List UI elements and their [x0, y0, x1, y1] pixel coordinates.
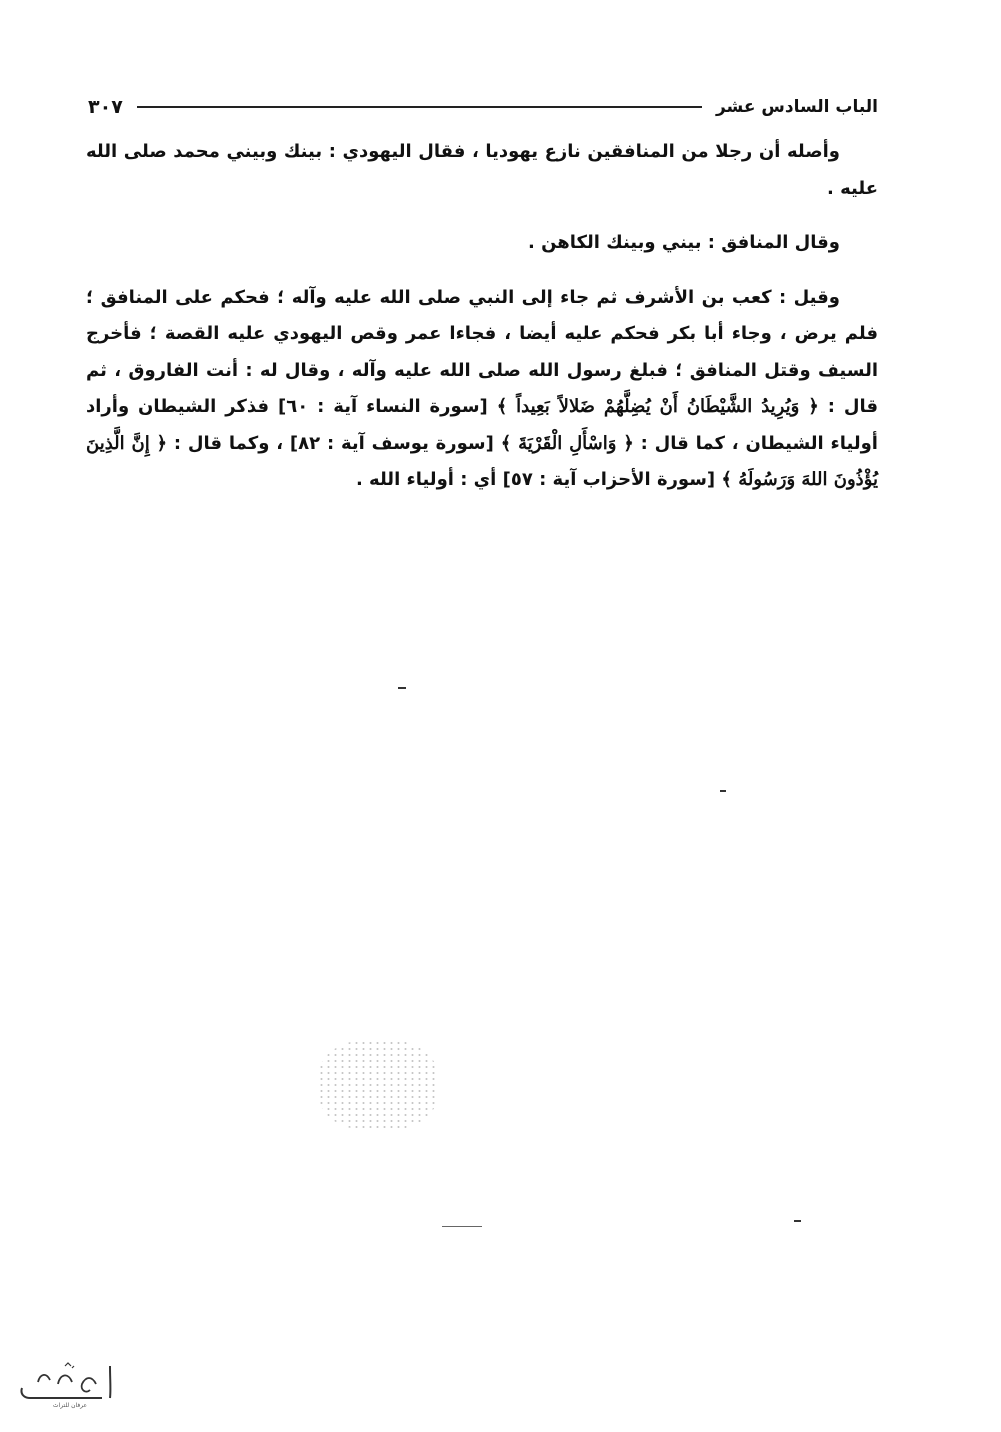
paragraph-3-middle-1: فذكر الشيطان وأراد أولياء الشيطان ، كما قال :: [86, 396, 878, 454]
main-text: [86, 134, 878, 517]
paragraph-3-end: أي : أولياء الله .: [355, 469, 497, 490]
publisher-logo: [10, 1360, 120, 1410]
quran-verse-2: ﴿ وَاسْأَلِ الْقَرْيَةَ ﴾: [500, 432, 634, 454]
quran-verse-3: ﴿ إِنَّ الَّذِينَ يُؤْذُونَ اللهَ وَرَسُولَهُ ﴾: [86, 432, 878, 490]
quran-verse-1: ﴿ وَيُرِيدُ الشَّيْطَانُ أَنْ يُضِلَّهُمْ ضَلالاً بَعِيداً ﴾: [496, 396, 819, 417]
paragraph-3: [86, 280, 878, 499]
paragraph-2: وقال المنافق : بيني وبينك الكاهن .: [527, 232, 840, 253]
scan-speck: [720, 790, 726, 792]
chapter-title: الباب السادس عشر: [715, 97, 878, 117]
paragraph-3-intro: وقيل : كعب بن الأشرف ثم جاء إلى النبي صلى الله عليه وآله ؛ فحكم على المنافق ؛ فلم يرض ، وجاء أبا بكر فحكم عليه أيضا ، فجاءا عمر وقص اليهودي عليه القصة ؛ فأخرج السيف وقتل المنافق ؛ فبلغ رسول الله صلى الله عليه وآله ، وقال له : أنت الفاروق ، ثم قال :: [86, 286, 878, 417]
paragraph-3-middle-2: ، وكما قال :: [173, 432, 284, 454]
verse-reference-3: [سورة الأحزاب آية : ٥٧]: [502, 469, 716, 490]
verse-reference-2: [سورة يوسف آية : ٨٢]: [289, 432, 494, 454]
scan-speck: [794, 1220, 801, 1222]
page-number: ٣٠٧: [88, 96, 123, 118]
scan-noise: [318, 1040, 438, 1130]
scan-speck: [442, 1226, 482, 1227]
page-header: [88, 92, 878, 122]
header-rule: [137, 106, 702, 108]
scan-speck: [398, 687, 406, 689]
paragraph-1: وأصله أن رجلا من المنافقين نازع يهوديا ، فقال اليهودي : بينك وبيني محمد صلى الله عليه .: [86, 141, 878, 199]
verse-reference-1: [سورة النساء آية : ٦٠]: [278, 396, 488, 417]
logo-subtext: عرفان للتراث: [52, 1402, 88, 1409]
